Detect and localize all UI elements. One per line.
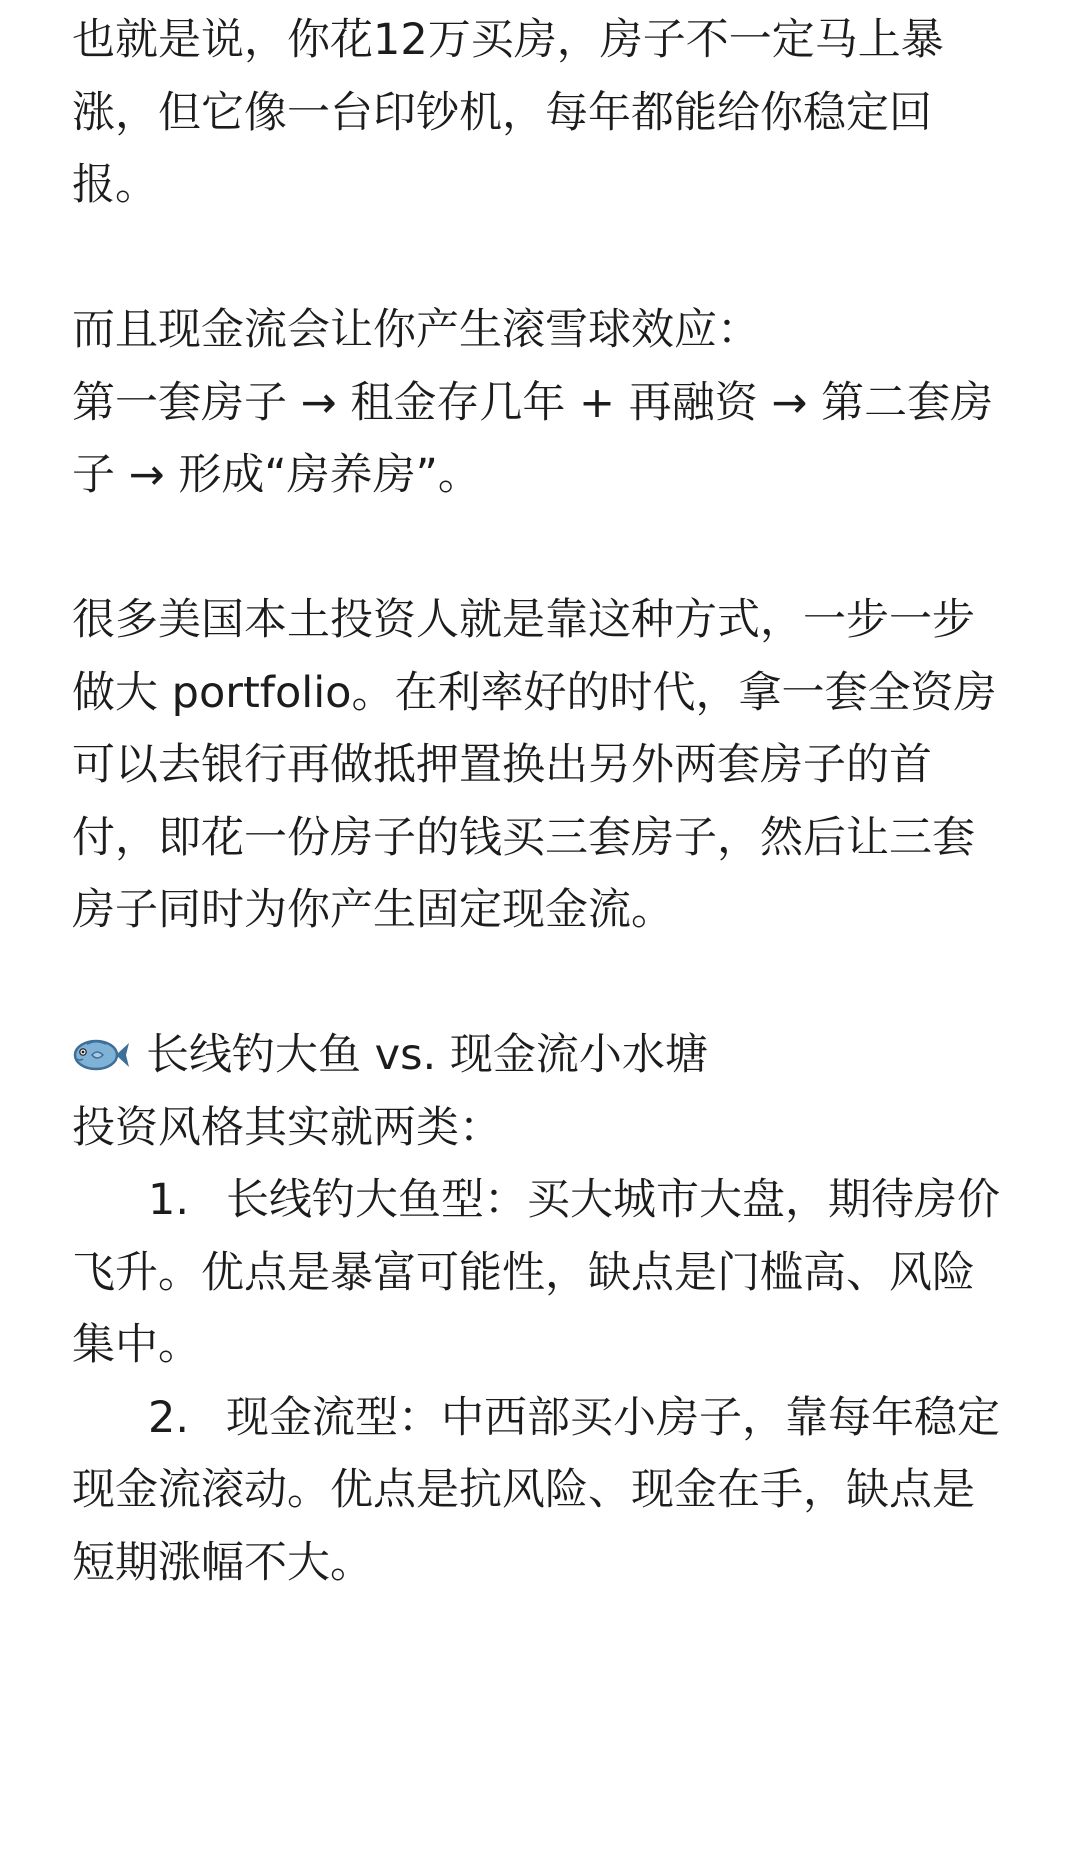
paragraph-snowball-intro: 而且现金流会让你产生滚雪球效应： [72, 305, 760, 355]
fish-icon [72, 1035, 130, 1075]
list-item [72, 1164, 1012, 1382]
paragraph-spacer [72, 512, 1012, 585]
paragraph-cash-return: 也就是说，你花12万买房，房子不一定马上暴涨，但它像一台印钞机，每年都能给你稳定回报。 [72, 15, 944, 210]
list-item-number: 1. [148, 1175, 190, 1225]
list-item-text: 长线钓大鱼型：买大城市大盘，期待房价飞升。优点是暴富可能性，缺点是门槛高、风险集中。 [72, 1175, 1000, 1370]
list-item [72, 1382, 1012, 1600]
list-item-number: 2. [148, 1392, 190, 1443]
section-heading [72, 1019, 1012, 1092]
paragraph-portfolio: 很多美国本土投资人就是靠这种方式，一步一步做大 portfolio。在利率好的时代，拿一套全资房可以去银行再做抵押置换出另外两套房子的首付，即花一份房子的钱买三套房子，然后让三套房子同时为你产生固定现金流。 [72, 595, 997, 935]
paragraph-spacer [72, 222, 1012, 295]
paragraph-spacer [72, 947, 1012, 1020]
article-body [72, 4, 1012, 1599]
section-heading-text: 长线钓大鱼 vs. 现金流小水塘 [146, 1030, 708, 1080]
list-item-text: 现金流型：中西部买小房子，靠每年稳定现金流滚动。优点是抗风险、现金在手，缺点是短期涨幅不大。 [72, 1392, 1000, 1588]
paragraph-snowball-steps: 第一套房子 → 租金存几年 + 再融资 → 第二套房子 → 形成“房养房”。 [72, 377, 994, 500]
paragraph-styles-intro: 投资风格其实就两类： [72, 1102, 502, 1153]
